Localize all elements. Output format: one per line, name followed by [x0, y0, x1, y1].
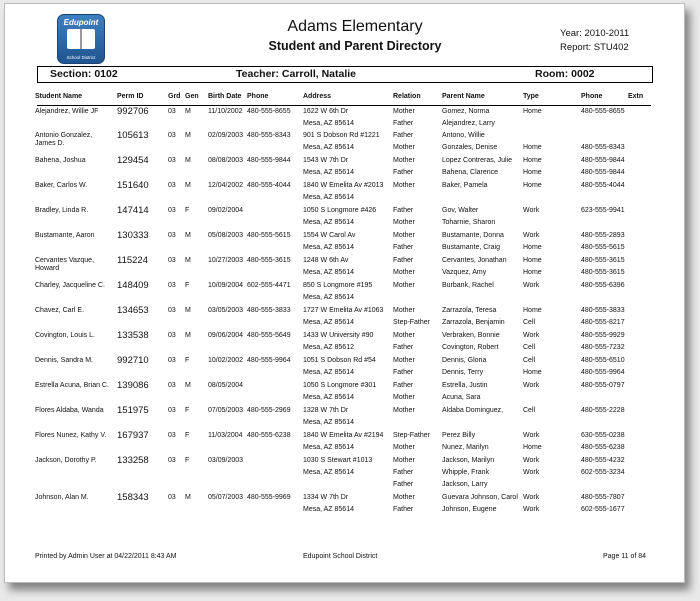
parent-name: Lopez Contreras, Julie — [442, 157, 513, 164]
parent-phone: 480-555-8217 — [581, 319, 625, 326]
student-name: Chavez, Carl E. — [35, 307, 85, 314]
parent-phone: 480-555-0797 — [581, 382, 625, 389]
parent-name: Bustamante, Craig — [442, 244, 500, 251]
relation: Mother — [393, 108, 415, 115]
parent-name: Baker, Pamela — [442, 182, 488, 189]
address: 1050 S Longmore #301 — [303, 382, 377, 389]
grade: 03 — [168, 307, 176, 314]
student-phone: 480-555-8343 — [247, 132, 291, 139]
section-box — [37, 66, 653, 83]
phone-type: Home — [523, 157, 542, 164]
column-header: Perm ID — [117, 93, 144, 100]
parent-phone: 480-555-8655 — [581, 108, 625, 115]
relation: Father — [393, 382, 414, 389]
relation: Father — [393, 506, 414, 513]
phone-type: Work — [523, 469, 540, 476]
birth-date: 03/05/2003 — [208, 307, 244, 314]
address: 1554 W Carol Av — [303, 232, 356, 239]
student-name: Johnson, Alan M. — [35, 494, 89, 501]
logo-text: Edupoint — [63, 18, 99, 27]
parent-name: Estrella, Justin — [442, 382, 488, 389]
birth-date: 03/09/2003 — [208, 457, 244, 464]
parent-phone: 602-555-1677 — [581, 506, 625, 513]
address: Mesa, AZ 85614 — [303, 244, 354, 251]
student-phone: 480-555-9964 — [247, 357, 291, 364]
birth-date: 12/04/2002 — [208, 182, 244, 189]
relation: Mother — [393, 494, 415, 501]
gender: F — [185, 207, 190, 214]
column-header: Relation — [393, 93, 421, 100]
section-label: Section: 0102 — [50, 68, 118, 80]
address: 1543 W 7th Dr — [303, 157, 349, 164]
phone-type: Cell — [523, 319, 536, 326]
parent-name: Cervantes, Jonathan — [442, 257, 507, 264]
address: Mesa, AZ 85614 — [303, 269, 354, 276]
column-header: Gen — [185, 93, 199, 100]
gender: M — [185, 307, 191, 314]
perm-id: 133538 — [117, 330, 149, 341]
phone-type: Work — [523, 382, 540, 389]
address: Mesa, AZ 85614 — [303, 294, 354, 301]
relation: Father — [393, 481, 414, 488]
student-phone: 480-555-3833 — [247, 307, 291, 314]
parent-phone: 480-555-2893 — [581, 232, 625, 239]
birth-date: 11/03/2004 — [208, 432, 243, 439]
phone-type: Home — [523, 369, 542, 376]
address: 850 S Longmore #195 — [303, 282, 373, 289]
column-header: Phone — [581, 93, 603, 100]
phone-type: Home — [523, 169, 542, 176]
phone-type: Cell — [523, 357, 536, 364]
column-header: Grd — [168, 93, 181, 100]
perm-id: 129454 — [117, 155, 149, 166]
grade: 03 — [168, 132, 176, 139]
grade: 03 — [168, 494, 176, 501]
printed-by: Printed by Admin User at 04/22/2011 8:43 AM — [35, 553, 177, 560]
phone-type: Home — [523, 269, 542, 276]
student-phone: 480-555-8655 — [247, 108, 291, 115]
phone-type: Work — [523, 232, 540, 239]
address: Mesa, AZ 85614 — [303, 319, 354, 326]
address: 1051 S Dobson Rd #54 — [303, 357, 376, 364]
address: 1328 W 7th Dr — [303, 407, 349, 414]
column-header: Parent Name — [442, 93, 485, 100]
relation: Step-Father — [393, 432, 430, 439]
report-page — [4, 3, 685, 583]
address: Mesa, AZ 85614 — [303, 369, 354, 376]
relation: Mother — [393, 307, 415, 314]
phone-type: Work — [523, 207, 540, 214]
gender: M — [185, 332, 191, 339]
gender: F — [185, 357, 190, 364]
parent-phone: 480-555-4044 — [581, 182, 625, 189]
grade: 03 — [168, 332, 176, 339]
parent-name: Gonzales, Denise — [442, 144, 498, 151]
student-name: Estrella Acuna, Brian C. — [35, 382, 109, 389]
student-name: Cervantes Vazque, Howard — [35, 257, 95, 272]
grade: 03 — [168, 108, 176, 115]
relation: Mother — [393, 394, 415, 401]
address: Mesa, AZ 85614 — [303, 120, 354, 127]
address: 1248 W 6th Av — [303, 257, 349, 264]
address: Mesa, AZ 85614 — [303, 469, 354, 476]
gender: M — [185, 157, 191, 164]
grade: 03 — [168, 232, 176, 239]
perm-id: 134653 — [117, 305, 149, 316]
birth-date: 08/05/2004 — [208, 382, 244, 389]
birth-date: 09/06/2004 — [208, 332, 244, 339]
address: Mesa, AZ 85614 — [303, 444, 354, 451]
column-header: Phone — [247, 93, 269, 100]
student-phone: 480-555-9844 — [247, 157, 291, 164]
teacher-label: Teacher: Carroll, Natalie — [236, 68, 357, 80]
parent-phone: 480-555-4232 — [581, 457, 625, 464]
gender: M — [185, 257, 191, 264]
phone-type: Work — [523, 494, 540, 501]
parent-name: Zarrazola, Teresa — [442, 307, 497, 314]
parent-name: Gov, Walter — [442, 207, 479, 214]
gender: F — [185, 407, 190, 414]
parent-name: Acuna, Sara — [442, 394, 481, 401]
grade: 03 — [168, 207, 176, 214]
phone-type: Home — [523, 244, 542, 251]
student-name: Alejandrez, Willie JF — [35, 108, 99, 115]
parent-name: Antono, Willie — [442, 132, 485, 139]
parent-name: Covington, Robert — [442, 344, 499, 351]
birth-date: 10/09/2004 — [208, 282, 244, 289]
student-name: Flores Nunez, Kathy V. — [35, 432, 107, 439]
column-header: Type — [523, 93, 539, 100]
parent-name: Vazquez, Amy — [442, 269, 487, 276]
relation: Father — [393, 120, 414, 127]
relation: Mother — [393, 407, 415, 414]
grade: 03 — [168, 182, 176, 189]
parent-name: Guevara Johnson, Carol — [442, 494, 518, 501]
perm-id: 133258 — [117, 455, 149, 466]
parent-phone: 480-555-6396 — [581, 282, 625, 289]
phone-type: Home — [523, 108, 542, 115]
perm-id: 151640 — [117, 180, 149, 191]
parent-phone: 480-555-2228 — [581, 407, 625, 414]
parent-name: Verbraken, Bonnie — [442, 332, 500, 339]
birth-date: 09/02/2004 — [208, 207, 244, 214]
gender: M — [185, 132, 191, 139]
relation: Mother — [393, 144, 415, 151]
parent-name: Whipple, Frank — [442, 469, 490, 476]
birth-date: 10/27/2003 — [208, 257, 244, 264]
parent-phone: 623-555-9941 — [581, 207, 625, 214]
page-number: Page 11 of 84 — [603, 553, 647, 560]
logo-subtext: School District — [66, 55, 96, 60]
relation: Father — [393, 169, 414, 176]
parent-phone: 480-555-7232 — [581, 344, 625, 351]
parent-phone: 480-555-9929 — [581, 332, 625, 339]
address: Mesa, AZ 85614 — [303, 194, 354, 201]
gender: F — [185, 432, 190, 439]
parent-name: Dennis, Gloria — [442, 357, 487, 364]
address: 1622 W 6th Dr — [303, 108, 349, 115]
phone-type: Home — [523, 144, 542, 151]
footer-district: Edupoint School District — [303, 553, 378, 560]
parent-name: Aldaba Dominguez, — [442, 407, 504, 414]
relation: Father — [393, 369, 414, 376]
relation: Mother — [393, 457, 415, 464]
student-phone: 480-555-6238 — [247, 432, 291, 439]
student-phone: 480-555-4044 — [247, 182, 291, 189]
column-header: Student Name — [35, 93, 83, 100]
relation: Mother — [393, 332, 415, 339]
grade: 03 — [168, 457, 176, 464]
address: Mesa, AZ 85612 — [303, 344, 354, 351]
perm-id: 105613 — [117, 130, 149, 141]
address: 1433 W University #90 — [303, 332, 374, 339]
grade: 03 — [168, 257, 176, 264]
student-phone: 602-555-4471 — [247, 282, 291, 289]
student-phone: 480-555-2969 — [247, 407, 291, 414]
perm-id: 151975 — [117, 405, 149, 416]
grade: 03 — [168, 357, 176, 364]
student-name: Flores Aldaba, Wanda — [35, 407, 104, 414]
school-year: Year: 2010-2011 — [560, 28, 630, 39]
parent-name: Jackson, Marilyn — [442, 457, 495, 464]
relation: Father — [393, 244, 414, 251]
student-name: Antonio Gonzalez, James D. — [35, 132, 93, 147]
phone-type: Home — [523, 182, 542, 189]
student-name: Bradley, Linda R. — [35, 207, 89, 214]
parent-name: Toharnie, Sharon — [442, 219, 496, 226]
perm-id: 158343 — [117, 492, 149, 503]
phone-type: Home — [523, 307, 542, 314]
perm-id: 130333 — [117, 230, 149, 241]
student-phone: 480-555-5615 — [247, 232, 291, 239]
perm-id: 992710 — [117, 355, 149, 366]
gender: M — [185, 494, 191, 501]
grade: 03 — [168, 382, 176, 389]
phone-type: Work — [523, 506, 540, 513]
phone-type: Home — [523, 257, 542, 264]
phone-type: Work — [523, 332, 540, 339]
parent-phone: 480-555-9964 — [581, 369, 625, 376]
parent-name: Bustamante, Donna — [442, 232, 504, 239]
address: Mesa, AZ 85614 — [303, 144, 354, 151]
parent-phone: 480-555-9844 — [581, 157, 625, 164]
student-name: Baker, Carlos W. — [35, 182, 88, 189]
relation: Mother — [393, 282, 415, 289]
gender: M — [185, 182, 191, 189]
student-name: Dennis, Sandra M. — [35, 357, 93, 364]
grade: 03 — [168, 157, 176, 164]
relation: Father — [393, 132, 414, 139]
student-phone: 480-555-9969 — [247, 494, 291, 501]
grade: 03 — [168, 432, 176, 439]
gender: M — [185, 108, 191, 115]
address: 901 S Dobson Rd #1221 — [303, 132, 380, 139]
student-name: Bustamante, Aaron — [35, 232, 95, 239]
edupoint-logo-icon — [57, 14, 105, 64]
phone-type: Cell — [523, 344, 536, 351]
address: 1050 S Longmore #426 — [303, 207, 377, 214]
column-header: Birth Date — [208, 93, 242, 100]
birth-date: 05/07/2003 — [208, 494, 244, 501]
perm-id: 992706 — [117, 106, 149, 117]
phone-type: Home — [523, 444, 542, 451]
parent-phone: 480-555-8343 — [581, 144, 625, 151]
grade: 03 — [168, 282, 176, 289]
relation: Father — [393, 207, 414, 214]
school-name: Adams Elementary — [287, 18, 423, 35]
birth-date: 07/05/2003 — [208, 407, 244, 414]
address: Mesa, AZ 85614 — [303, 506, 354, 513]
birth-date: 02/09/2003 — [208, 132, 244, 139]
perm-id: 115224 — [117, 255, 148, 266]
parent-phone: 602-555-3234 — [581, 469, 625, 476]
birth-date: 05/08/2003 — [208, 232, 244, 239]
phone-type: Work — [523, 432, 540, 439]
address: Mesa, AZ 85614 — [303, 419, 354, 426]
parent-phone: 480-555-3615 — [581, 257, 625, 264]
address: Mesa, AZ 85614 — [303, 219, 354, 226]
perm-id: 139086 — [117, 380, 149, 391]
relation: Mother — [393, 232, 415, 239]
gender: M — [185, 232, 191, 239]
parent-phone: 480-555-3615 — [581, 269, 625, 276]
parent-name: Dennis, Terry — [442, 369, 484, 376]
gender: M — [185, 382, 191, 389]
perm-id: 147414 — [117, 205, 149, 216]
relation: Father — [393, 469, 414, 476]
parent-name: Gomez, Norma — [442, 108, 490, 115]
parent-phone: 480-555-5615 — [581, 244, 625, 251]
student-name: Jackson, Dorothy P. — [35, 457, 97, 464]
address: 1727 W Emelita Av #1063 — [303, 307, 384, 314]
column-header: Address — [303, 93, 332, 100]
student-name: Charley, Jacqueline C. — [35, 282, 105, 289]
parent-phone: 480-555-6238 — [581, 444, 625, 451]
parent-phone: 480-555-3833 — [581, 307, 625, 314]
relation: Mother — [393, 182, 415, 189]
report-title: Student and Parent Directory — [268, 39, 442, 53]
parent-name: Nunez, Marilyn — [442, 444, 489, 451]
relation: Mother — [393, 357, 415, 364]
relation: Step-Father — [393, 319, 430, 326]
relation: Mother — [393, 219, 415, 226]
address: 1030 S Stewart #1013 — [303, 457, 373, 464]
column-header: Extn — [628, 93, 644, 100]
birth-date: 10/02/2002 — [208, 357, 244, 364]
student-phone: 480-555-5649 — [247, 332, 291, 339]
parent-name: Bahena, Clarence — [442, 169, 499, 176]
phone-type: Work — [523, 457, 540, 464]
parent-phone: 480-555-6510 — [581, 357, 625, 364]
parent-name: Zarrazola, Benjamin — [442, 319, 505, 326]
relation: Father — [393, 257, 414, 264]
relation: Mother — [393, 444, 415, 451]
parent-phone: 480-555-9844 — [581, 169, 625, 176]
birth-date: 11/10/2002 — [208, 108, 243, 115]
address: 1840 W Emelita Av #2194 — [303, 432, 384, 439]
birth-date: 08/08/2003 — [208, 157, 244, 164]
parent-name: Burbank, Rachel — [442, 282, 494, 289]
phone-type: Cell — [523, 407, 536, 414]
relation: Father — [393, 344, 414, 351]
room-label: Room: 0002 — [535, 68, 595, 80]
parent-phone: 630-555-0238 — [581, 432, 625, 439]
phone-type: Work — [523, 282, 540, 289]
parent-name: Alejandrez, Larry — [442, 120, 495, 127]
perm-id: 167937 — [117, 430, 149, 441]
gender: F — [185, 282, 190, 289]
grade: 03 — [168, 407, 176, 414]
address: 1334 W 7th Dr — [303, 494, 349, 501]
address: Mesa, AZ 85614 — [303, 394, 354, 401]
student-name: Bahena, Joshua — [35, 157, 86, 164]
relation: Mother — [393, 157, 415, 164]
parent-phone: 480-555-7807 — [581, 494, 625, 501]
parent-name: Johnson, Eugene — [442, 506, 497, 513]
perm-id: 148409 — [117, 280, 149, 291]
parent-name: Perez Billy — [442, 432, 476, 439]
parent-name: Jackson, Larry — [442, 481, 488, 488]
address: 1840 W Emelita Av #2013 — [303, 182, 384, 189]
relation: Mother — [393, 269, 415, 276]
address: Mesa, AZ 85614 — [303, 169, 354, 176]
report-code: Report: STU402 — [560, 42, 629, 53]
gender: F — [185, 457, 190, 464]
student-name: Covington, Louis L. — [35, 332, 95, 339]
student-phone: 480-555-3615 — [247, 257, 291, 264]
